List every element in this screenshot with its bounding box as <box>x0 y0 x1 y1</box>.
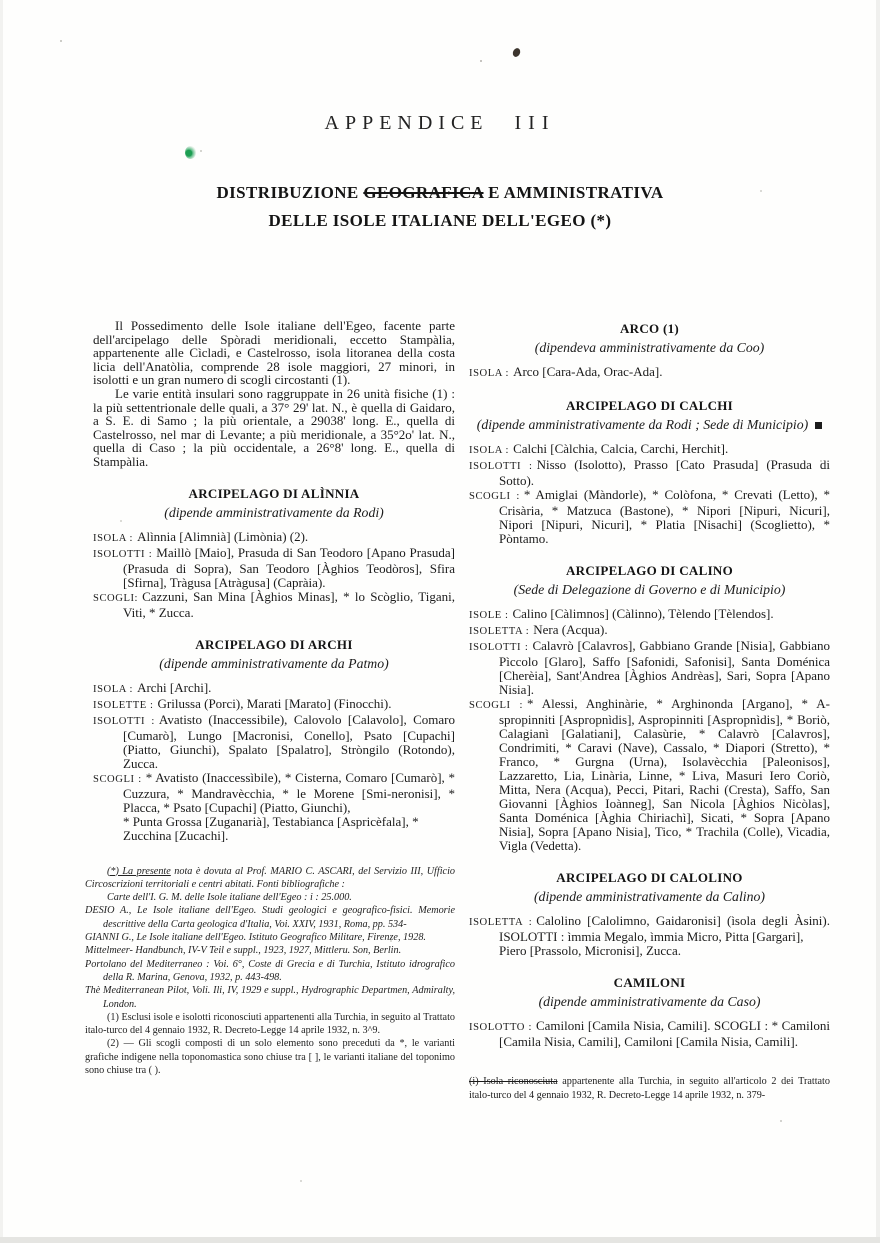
entry-label: ISOLOTTI : <box>469 461 533 472</box>
footnote-lead: (*) La presente <box>107 865 171 877</box>
footnote-text: nota è dovuta al Prof. MARIO C. ASCARI, del Servizio III, Ufficio Circoscrizioni territoriali e centri abitati. Fonti bibliografiche : <box>85 865 455 890</box>
entry-scogli <box>469 697 830 853</box>
entry-label: ISOLETTE : <box>93 699 154 711</box>
entry-label: SCOGLI : <box>93 773 142 785</box>
entry-isole <box>469 607 830 623</box>
entry-text: Calchi [Càlchia, Calcia, Carchi, Herchit]. <box>513 441 729 456</box>
entry-text: Cazzuni, San Mina [Àghios Minas], * lo Scòglio, Tigani, Viti, * Zucca. <box>123 588 455 620</box>
entry-text: Camiloni [Camila Nisia, Camili]. SCOGLI : * Camiloni [Camila Nisia, Camili], Camiloni [Camila Nisia, Camili]. <box>499 1018 831 1049</box>
scan-edge-bottom <box>0 1237 880 1243</box>
footnote-pilot: Thè Mediterranean Pilot, Voli. Ili, IV, 1929 e suppl., Hydrographic Departmen, Admiralty, London. <box>85 985 455 1010</box>
entry-isoletta <box>469 914 830 944</box>
entry-scogli <box>93 771 455 815</box>
footnote-portolano: Portolano del Mediterraneo : Voi. 6°, Coste di Grecia e di Turchia, Istituto idrografico della R. Marina, Genova, 1932, p. 443-498. <box>85 958 455 983</box>
entry-text: * Punta Grossa [Zuganarià], Testabianca [Aspricèfala], * Zucchina [Zucachi]. <box>123 813 419 843</box>
entry-isola <box>469 365 830 381</box>
entry-isoletta <box>469 623 830 639</box>
entry-continuation <box>469 944 830 958</box>
section-subtitle-text: (dipende amministrativamente da Rodi ; Sede di Municipio) <box>476 417 809 432</box>
footnote-carte: Carte dell'I. G. M. delle Isole italiane dell'Egeo : i : 25.000. <box>107 892 352 904</box>
entry-text: Calavrò [Calavros], Gabbiano Grande [Nisia], Gabbiano Pìccolo [Glaro], Saffo [Safonidi, Safonisi], Santa Doménica [Cherèia], Sant'Andrea [Àghios Andrèas], Sari, Sopra [Apano Nisia]. <box>499 638 830 697</box>
entry-isolotti <box>93 713 455 771</box>
section-subtitle: (Sede di Delegazione di Governo e di Municipio) <box>513 582 786 597</box>
page-title <box>0 0 880 135</box>
footnote-mittelmeer: Mittelmeer- Handbunch, IV-V Teil e suppl., 1923, 1927, Mittleru. Son, Berlin. <box>85 945 402 957</box>
entry-isolotto <box>469 1019 830 1049</box>
scan-edge-left <box>0 0 3 1243</box>
entry-isolotti <box>93 546 455 590</box>
footnote-lead: (i) Isola riconosciuta <box>469 1076 558 1087</box>
document-title-line1 <box>0 179 880 207</box>
entry-label: ISOLE : <box>469 610 509 621</box>
title-text: E AMMINISTRATIVA <box>483 183 664 202</box>
entry-isolette <box>93 697 455 713</box>
entry-label: ISOLOTTI : <box>93 715 155 727</box>
ink-square-artifact <box>815 422 822 429</box>
entry-text: Maillò [Maio], Prasuda di San Teodoro [Apano Prasuda] (Prasuda di Sopra), San Teodoro [Àghios Teodòros], Sfira [Sfirna], Tràgusa [Atràgusa] (Capràia). <box>123 544 455 590</box>
footnote-text: appartenente alla Turchia, in seguito all'articolo 2 dei Trattato italo-turco del 4 gennaio 1932, R. Decreto-Legge 14 aprile 1932, n. 379- <box>469 1076 830 1101</box>
title-text-struck: GEOGRAFICA <box>363 183 484 202</box>
intro-paragraph: Il Possedimento delle Isole italiane dell'Egeo, facente parte dell'arcipelago delle Spòradi meridionali, eccetto Stampàlia, appartenente alle Cìcladi, e Castelrosso, isola litoranea della costa licia dell'Anatòlia, comprende 28 isole maggiori, 27 minori, in isolotti e un gran numero di scogli circostanti (1). <box>93 318 455 388</box>
entry-isola <box>93 681 455 697</box>
entry-label: ISOLA : <box>469 445 510 456</box>
footnote-desio: DESIO A., Le Isole italiane dell'Egeo. Studi geologici e geografico-fisici. Memorie descrittive della Carta geologica d'Italia, Voi. XXIV, 1931, Roma, pp. 534- <box>85 905 455 930</box>
appendix-word: APPENDICE <box>324 112 489 134</box>
entry-text: Calolino [Calolimno, Gaidaronisi] (ìsola degli Àsini). ISOLOTTI : ìmmia Megalo, ìmmia Micro, Pitta [Gargari], <box>499 913 830 944</box>
entry-label: ISOLA : <box>93 683 134 695</box>
entry-text: * Alessi, Anghinàrie, * Arghinonda [Argano], * A-spropinniti [Aspropnìdis], Aspropinniti [Aspropnìdis], * Boriò, Calagianì [Galatiani], Calasùrie, * Calavrò [Calavros], Condrimiti, * Caravi (Nave), Cassalo, * Diapori (Stretto), * Franco, * Gurgna (Urna), Isolavècchia [Paleonisos], Lazzaretto, Lia, Linària, Linne, * Liva, Masuri Iero Coriò, Mitta, Nera (Acqua), Pecci, Pitari, Rachi (Cresta), Saffo, San Giovanni [Àghios Ioànneg], San Nicola [Àghios Nicòlas], Santa Doménica [Àghia Chiriachì], Sicati, * Sopra [Apano Nisia], Sopra [Apano Nisia], Tico, * Trachila (Colle), Vicadia, Vigla (Vedetta). <box>499 696 831 853</box>
intro-paragraph: Le varie entità insulari sono raggruppate in 26 unità fisiche (1) : la più settentrionale delle quali, a 37° 29' lat. N., è quella di Gaidaro, a S. E. di Samo ; la più orientale, a 29038' long. E., quella di Castelrosso, nel mar di Levante; a più meridionale, a 35°2o' lat. N., quella di Caso ; la più occidentale, a 26°8' long. E., quella di Stampàlia. <box>93 385 455 469</box>
section-title-camiloni: CAMILONI <box>613 975 686 990</box>
entry-isola <box>93 530 455 546</box>
section-subtitle: (dipende amministrativamente da Caso) <box>538 994 761 1009</box>
section-title-archi: ARCIPELAGO DI ARCHI <box>195 636 353 652</box>
entry-text: * Avatisto (Inaccessìbile), * Cisterna, Comaro [Cumarò], * Cuzzura, * Mandravècchia, * le Morene [Smi-neronisi], * Placca, * Psato [Cupachi] (Piatto, Giunchi), <box>123 769 456 815</box>
entry-text: Archi [Archi]. <box>137 679 212 695</box>
section-subtitle: (dipende amministrativamente da Calino) <box>533 889 766 904</box>
entry-text: Nisso (Isolotto), Prasso [Cato Prasuda] (Prasuda di Sotto). <box>499 457 830 488</box>
entry-text: Alìnnia [Alimnià] (Limònia) (2). <box>137 528 309 544</box>
entry-text: Avatisto (Inaccessibile), Calovolo [Calavolo], Comaro [Cumarò], Lungo [Macronisi, Conello], Psato [Cupachi] (Piatto, Giunchi), Spalato [Spalatro], Stròngilo (Rotondo), Zucca. <box>123 711 455 771</box>
footnote-2: (2) — Gli scogli composti di un solo elemento sono preceduti da *, le varianti grafiche indigene nella toponomastica sono chiuse tra [ ], le varianti italiane del toponimo sono chiuse tra ( ). <box>85 1038 455 1076</box>
entry-text: * Amiglai (Màndorle), * Colòfona, * Crevati (Letto), * Crisària, * Matzuca (Bastone), * Nipori [Nipuri, Nicuri], Nipori [Nipuri, Nicuri], * Platia [Nisachi] (Scoglietto), * Pòntamo. <box>499 487 831 546</box>
section-title-calolino: ARCIPELAGO DI CALOLINO <box>556 870 743 885</box>
footnote-1: (1) Esclusi isole e isolotti riconosciuti appartenenti alla Turchia, in seguito al Trattato italo-turco del 4 gennaio 1932, R. Decreto-Legge 14 aprile 1932, n. 3^9. <box>85 1011 455 1037</box>
entry-text: Nera (Acqua). <box>533 622 608 637</box>
entry-isola <box>469 442 830 458</box>
section-title-calchi: ARCIPELAGO DI CALCHI <box>565 398 734 413</box>
entry-text: Piero [Prassolo, Micronisi], Zucca. <box>499 943 681 958</box>
entry-label: ISOLETTA : <box>469 626 530 637</box>
section-title-alinnia: ARCIPELAGO DI ALÌNNIA <box>188 485 360 501</box>
entry-label: ISOLETTA : <box>469 917 533 928</box>
section-subtitle: (dipendeva amministrativamente da Coo) <box>534 340 765 355</box>
footnote-star <box>85 865 455 892</box>
scan-speckles <box>60 40 62 42</box>
section-subtitle: (dipende amministrativamente da Rodi) <box>164 504 384 520</box>
document-title-line2: DELLE ISOLE ITALIANE DELL'EGEO (*) <box>268 211 612 230</box>
document-title <box>0 179 880 235</box>
section-subtitle <box>469 417 830 433</box>
entry-isolotti <box>469 639 830 697</box>
entry-scogli <box>93 590 455 620</box>
left-column <box>85 318 456 1077</box>
section-title-arco: ARCO (1) <box>619 321 680 336</box>
entry-label: ISOLOTTO : <box>469 1022 532 1033</box>
entry-label: ISOLA : <box>93 532 134 544</box>
appendix-numeral: III <box>514 112 556 134</box>
entry-text: Grilussa (Porci), Marati [Marato] (Finocchi). <box>157 695 392 711</box>
footnote-right <box>469 1075 830 1103</box>
footnote-gianni: GIANNI G., Le Isole italiane dell'Egeo. Istituto Geografico Militare, Firenze, 1928. <box>85 932 426 944</box>
title-text: DISTRIBUZIONE <box>216 183 364 202</box>
entry-label: ISOLA : <box>469 368 510 379</box>
footnotes-block <box>85 865 455 1078</box>
entry-label: ISOLOTTI : <box>469 642 529 653</box>
section-subtitle: (dipende amministrativamente da Patmo) <box>159 655 389 671</box>
section-title-calino: ARCIPELAGO DI CALINO <box>565 563 734 578</box>
scan-edge-right <box>876 0 880 1243</box>
two-column-text <box>85 318 831 1113</box>
entry-text: Arco [Cara-Ada, Orac-Ada]. <box>513 364 663 379</box>
entry-scogli-continuation <box>93 815 455 843</box>
entry-label: SCOGLI: <box>93 592 139 604</box>
entry-label: SCOGLI : <box>469 700 523 711</box>
entry-label: ISOLOTTI : <box>93 548 153 560</box>
entry-isolotti <box>469 458 830 488</box>
entry-label: SCOGLI : <box>469 491 520 502</box>
green-ink-speck <box>185 146 196 159</box>
right-column <box>469 319 830 1113</box>
entry-text: Calino [Càlimnos] (Càlinno), Tèlendo [Tèlendos]. <box>512 606 774 621</box>
entry-scogli <box>469 488 830 546</box>
